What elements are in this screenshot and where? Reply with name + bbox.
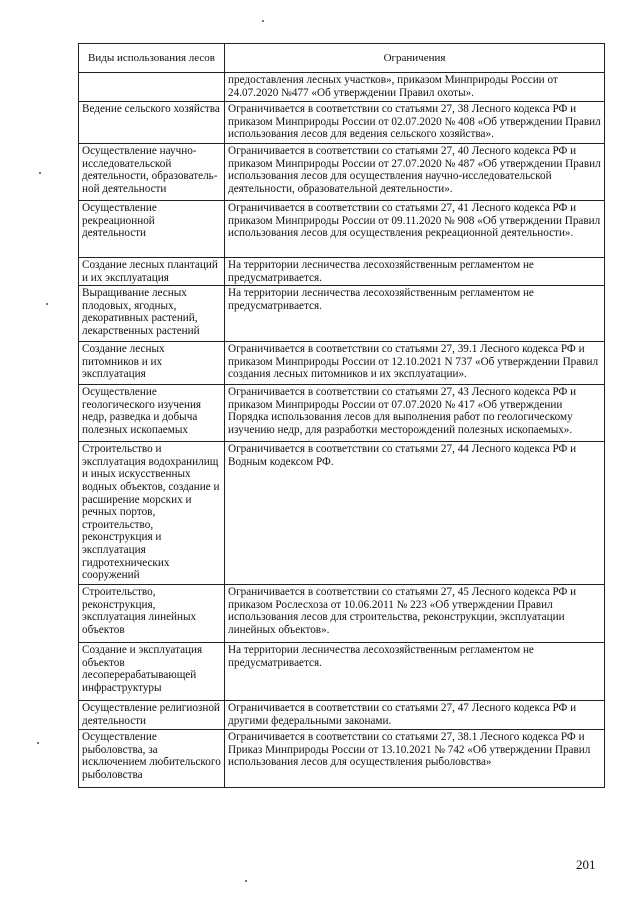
table-row (79, 442, 605, 585)
restriction-cell: На территории лесничества лесохозяйственным регламентом не предусматривается. (225, 643, 605, 701)
restriction-cell: Ограничивается в соответствии со статьями 27, 38.1 Лесного кодекса РФ и Приказ Минприроды России от 13.10.2021 № 742 «Об утверждении Правил использования лесов для осуществления рыболовства» (225, 730, 605, 788)
use-cell (79, 73, 225, 102)
forest-use-restrictions-table (78, 43, 605, 788)
header-use-type: Виды использования лесов (79, 44, 225, 73)
table-row (79, 643, 605, 701)
table-row (79, 258, 605, 286)
restriction-cell: Ограничивается в соответствии со статьями 27, 39.1 Лесного кодекса РФ и приказом Минприроды России от 12.10.2021 N 737 «Об утверждении Правил создания лесных питомников и их эксплуатации». (225, 342, 605, 385)
table-row (79, 201, 605, 258)
restriction-cell: На территории лесничества лесохозяйственным регламентом не предусматривается. (225, 258, 605, 286)
use-cell: Осуществление научно-исследовательской деятельности, образователь-ной деятельности (79, 144, 225, 201)
use-cell: Осуществление религиозной деятельности (79, 701, 225, 730)
use-cell: Строительство и эксплуатация водохранилищ и иных искусственных водных объектов, создание и расширение морских и речных портов, строительство, реконструкция и эксплуатация гидротехнических сооружений (79, 442, 225, 585)
table-row (79, 585, 605, 643)
use-cell: Создание и эксплуатация объектов лесоперерабатывающей инфраструктуры (79, 643, 225, 701)
use-cell: Создание лесных питомников и их эксплуатация (79, 342, 225, 385)
scan-speck (37, 742, 39, 744)
use-cell: Осуществление рекреационной деятельности (79, 201, 225, 258)
table-row (79, 286, 605, 342)
table-row (79, 701, 605, 730)
restriction-cell: предоставления лесных участков», приказом Минприроды России от 24.07.2020 №477 «Об утверждении Правил охоты». (225, 73, 605, 102)
use-cell: Осуществление рыболовства, за исключением любительского рыболовства (79, 730, 225, 788)
table-row (79, 385, 605, 442)
page-number: 201 (576, 857, 596, 872)
restriction-cell: Ограничивается в соответствии со статьями 27, 45 Лесного кодекса РФ и приказом Рослесхоза от 10.06.2011 № 223 «Об утверждении Правил использования лесов для строительства, реконструкции, эксплуатации линейных объектов». (225, 585, 605, 643)
table-row (79, 102, 605, 144)
table-row (79, 144, 605, 201)
table-row (79, 730, 605, 788)
scan-speck (245, 880, 247, 882)
table-header-row (79, 44, 605, 73)
restriction-cell: Ограничивается в соответствии со статьями 27, 47 Лесного кодекса РФ и другими федеральными законами. (225, 701, 605, 730)
table-row (79, 342, 605, 385)
restriction-cell: На территории лесничества лесохозяйственным регламентом не предусматривается. (225, 286, 605, 342)
use-cell: Строительство, реконструкция, эксплуатация линейных объектов (79, 585, 225, 643)
scan-speck (262, 20, 264, 22)
restriction-cell: Ограничивается в соответствии со статьями 27, 44 Лесного кодекса РФ и Водным кодексом РФ. (225, 442, 605, 585)
use-cell: Создание лесных плантаций и их эксплуатация (79, 258, 225, 286)
restriction-cell: Ограничивается в соответствии со статьями 27, 38 Лесного кодекса РФ и приказом Минприроды России от 02.07.2020 № 408 «Об утверждении Правил использования лесов для ведения сельского хозяйства». (225, 102, 605, 144)
use-cell: Осуществление геологического изучения недр, разведка и добыча полезных ископаемых (79, 385, 225, 442)
use-cell: Ведение сельского хозяйства (79, 102, 225, 144)
scan-speck (46, 303, 48, 305)
restriction-cell: Ограничивается в соответствии со статьями 27, 40 Лесного кодекса РФ и приказом Минприроды России от 27.07.2020 № 487 «Об утверждении Правил использования лесов для осуществления научно-исследовательской деятельности, образовательной деятельности». (225, 144, 605, 201)
restriction-cell: Ограничивается в соответствии со статьями 27, 43 Лесного кодекса РФ и приказом Минприроды России от 07.07.2020 № 417 «Об утверждении Порядка использования лесов для выполнения работ по геологическому изучению недр, для разработки месторождений полезных ископаемых». (225, 385, 605, 442)
restriction-cell: Ограничивается в соответствии со статьями 27, 41 Лесного кодекса РФ и приказом Минприроды России от 09.11.2020 № 908 «Об утверждении Правил использования лесов для осуществления рекреационной деятельности». (225, 201, 605, 258)
scan-speck (39, 172, 41, 174)
header-restrictions: Ограничения (225, 44, 605, 73)
use-cell: Выращивание лесных плодовых, ягодных, декоративных растений, лекарственных растений (79, 286, 225, 342)
table-row (79, 73, 605, 102)
